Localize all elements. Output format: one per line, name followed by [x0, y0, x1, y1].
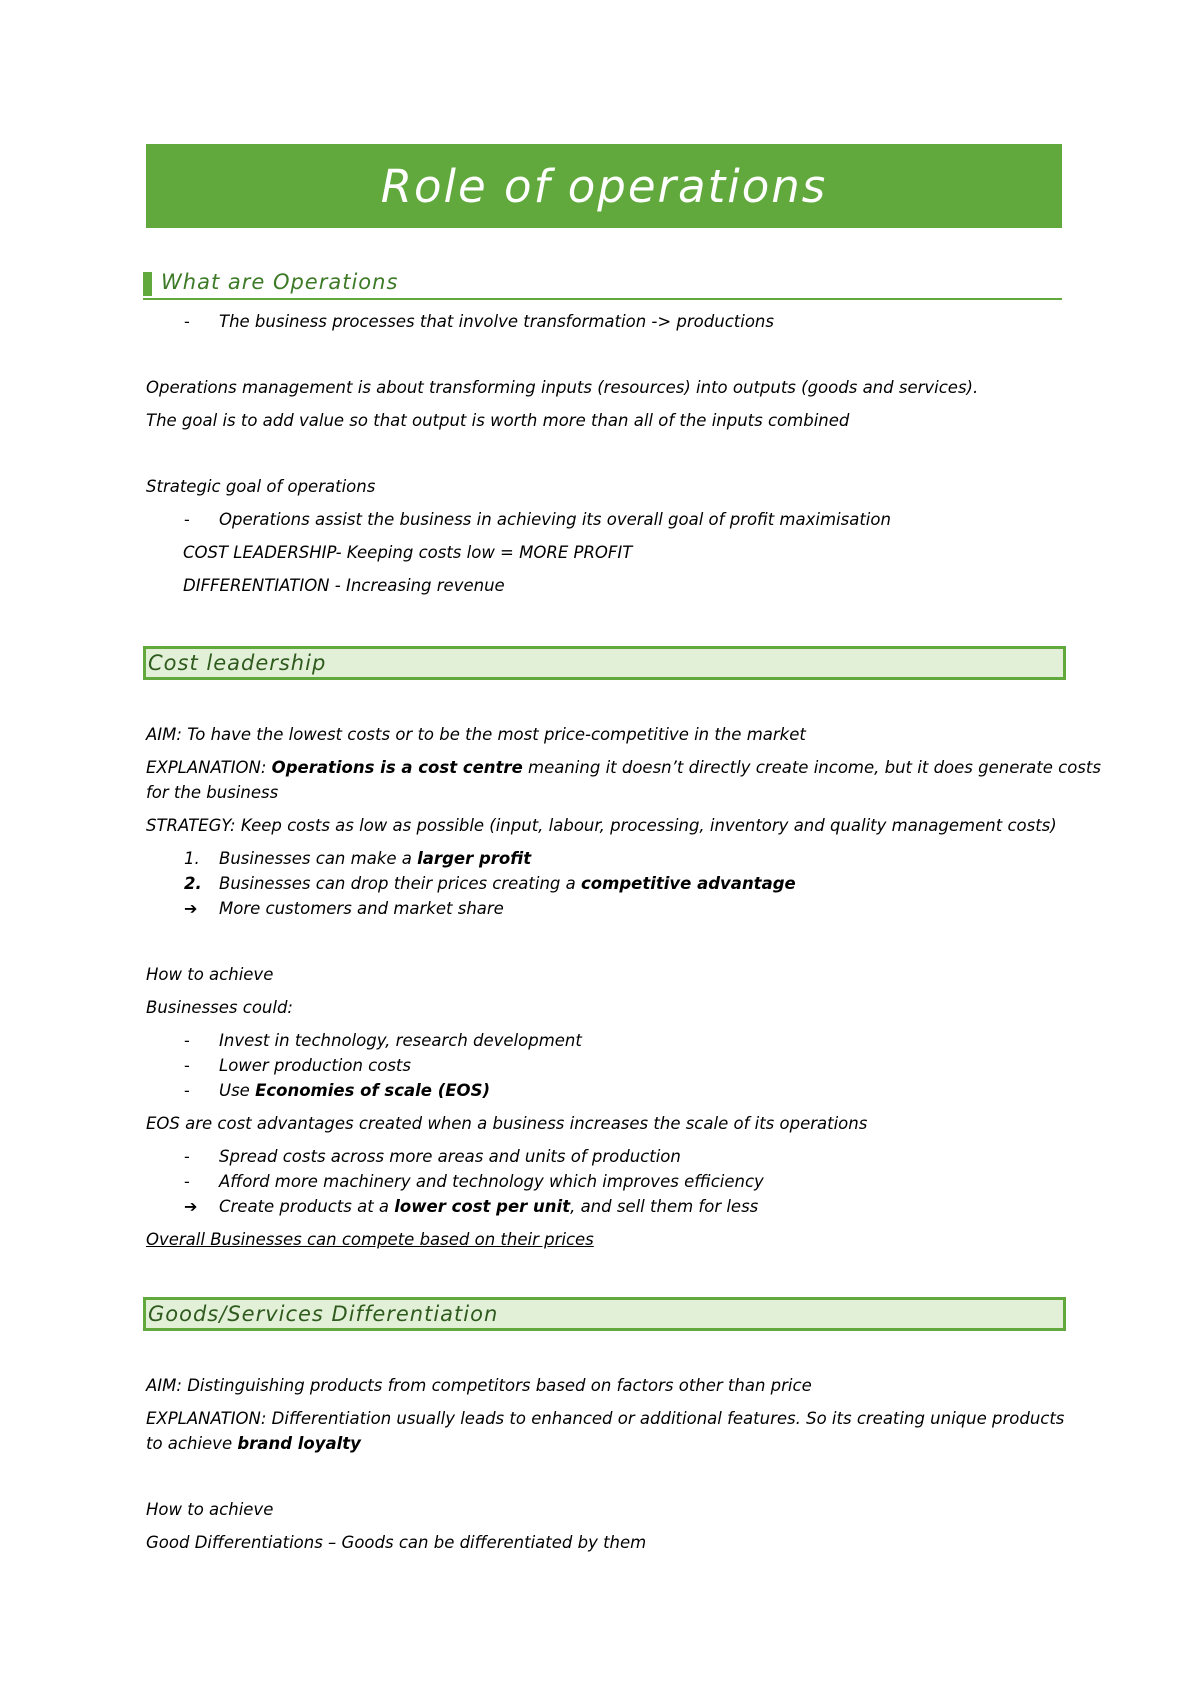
paragraph: Operations management is about transforming inputs (resources) into outputs (goods and services).: [146, 378, 979, 397]
title-banner: [146, 144, 1062, 228]
eos-line: EOS are cost advantages created when a business increases the scale of its operations: [146, 1114, 868, 1133]
arrow-item-bold: lower cost per unit: [394, 1197, 571, 1216]
dash-marker: -: [184, 1056, 190, 1075]
arrow-item: More customers and market share: [219, 899, 504, 918]
bullet-text: The business processes that involve transformation -> productions: [219, 312, 774, 331]
explanation-bold: brand loyalty: [237, 1434, 361, 1453]
differentiation-line: DIFFERENTIATION - Increasing revenue: [183, 576, 505, 595]
cost-leadership-line: COST LEADERSHIP- Keeping costs low = MORE PROFIT: [183, 543, 633, 562]
arrow-item-rest: , and sell them for less: [570, 1197, 759, 1216]
bullet-text: Invest in technology, research development: [219, 1031, 582, 1050]
how-to-achieve-label: How to achieve: [146, 1500, 274, 1519]
list-item-text: Businesses can drop their prices creating a: [219, 874, 582, 893]
bullet-text-bold: Economies of scale (EOS): [255, 1081, 491, 1100]
explanation-prefix: EXPLANATION:: [146, 758, 272, 777]
dash-marker: -: [184, 510, 190, 529]
heading-accent-bar: [143, 272, 152, 296]
overall-line: Overall Businesses can compete based on their prices: [146, 1230, 594, 1249]
list-number: 1.: [184, 849, 200, 868]
explanation-line-2: for the business: [146, 783, 279, 802]
bullet-text-part: Use: [219, 1081, 256, 1100]
heading-text: Goods/Services Differentiation: [148, 1302, 499, 1326]
dash-marker: -: [184, 312, 190, 331]
list-item-bold: competitive advantage: [581, 874, 796, 893]
explanation-bold: Operations is a cost centre: [271, 758, 523, 777]
explanation-line-2: [146, 1433, 361, 1455]
page-title: Role of operations: [380, 159, 828, 213]
strategic-label: Strategic goal of operations: [146, 477, 376, 496]
list-number: [184, 873, 202, 895]
list-item-bold: larger profit: [417, 849, 532, 868]
explanation-text: to achieve: [146, 1434, 238, 1453]
good-differentiations-line: Good Differentiations – Goods can be differentiated by them: [146, 1533, 647, 1552]
arrow-item: [219, 1196, 758, 1218]
aim-line: AIM: Distinguishing products from competitors based on factors other than price: [146, 1376, 812, 1395]
dash-marker: -: [184, 1147, 190, 1166]
heading-text: What are Operations: [161, 270, 399, 294]
list-item-text: Businesses can make a: [219, 849, 418, 868]
heading-goods-services-differentiation: [143, 1297, 1066, 1331]
explanation-line: [146, 757, 1101, 779]
bullet-text: Afford more machinery and technology which improves efficiency: [219, 1172, 764, 1191]
explanation-line: EXPLANATION: Differentiation usually leads to enhanced or additional features. So its creating unique products: [146, 1409, 1065, 1428]
bullet-text: Lower production costs: [219, 1056, 411, 1075]
explanation-rest: meaning it doesn’t directly create income, but it does generate costs: [522, 758, 1101, 777]
dash-marker: -: [184, 1031, 190, 1050]
how-to-achieve-label: How to achieve: [146, 965, 274, 984]
heading-cost-leadership: [143, 646, 1066, 680]
list-item: [219, 873, 796, 895]
strategy-line: STRATEGY: Keep costs as low as possible (input, labour, processing, inventory and quality management costs): [146, 816, 1057, 835]
list-item: [219, 848, 531, 870]
arrow-icon: ➔: [184, 1197, 198, 1216]
bullet-text: Operations assist the business in achieving its overall goal of profit maximisation: [219, 510, 891, 529]
businesses-could-label: Businesses could:: [146, 998, 293, 1017]
paragraph: The goal is to add value so that output is worth more than all of the inputs combined: [146, 411, 850, 430]
heading-what-are-operations: [143, 270, 1062, 300]
bullet-text: [219, 1080, 490, 1102]
heading-text: Cost leadership: [148, 651, 327, 675]
arrow-icon: ➔: [184, 899, 198, 918]
dash-marker: -: [184, 1172, 190, 1191]
aim-line: AIM: To have the lowest costs or to be the most price-competitive in the market: [146, 725, 806, 744]
dash-marker: -: [184, 1081, 190, 1100]
bullet-text: Spread costs across more areas and units of production: [219, 1147, 681, 1166]
arrow-item-text: Create products at a: [219, 1197, 395, 1216]
list-number-bold: 2.: [184, 874, 202, 893]
